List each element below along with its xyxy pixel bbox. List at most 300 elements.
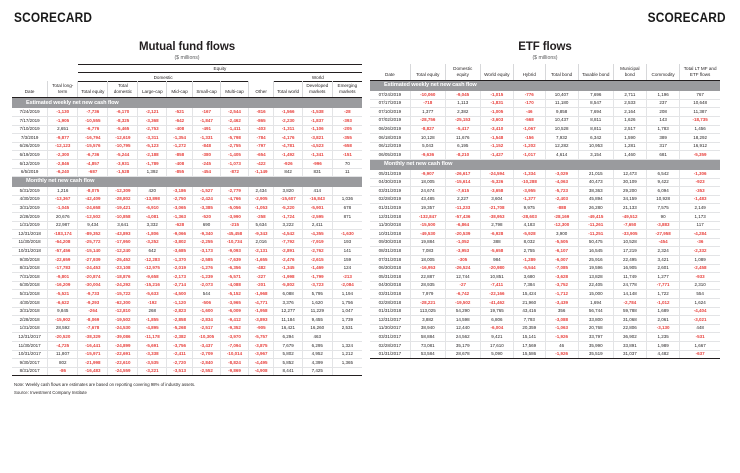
table-row: [370, 350, 720, 359]
table-row: [370, 238, 720, 247]
row-value: -3,535: [138, 359, 167, 368]
row-value: -3,970: [221, 333, 249, 342]
row-value: -3,065: [167, 204, 193, 213]
row-value: -3,221: [138, 367, 167, 376]
row-value: -637: [680, 350, 720, 359]
row-value: -3,173: [193, 247, 221, 256]
row-value: -49,415: [578, 213, 613, 222]
row-value: -933: [680, 273, 720, 282]
row-value: -20,980: [480, 264, 513, 273]
row-value: 70: [332, 159, 362, 168]
row-value: -1,411: [221, 125, 249, 134]
row-value: -1,655: [249, 256, 274, 265]
row-value: 7,083: [410, 247, 445, 256]
row-value: -3,628: [545, 273, 578, 282]
row-value: -2,403: [545, 195, 578, 204]
row-value: -3,439: [545, 299, 578, 308]
row-date: 06/12/2019: [370, 142, 410, 151]
row-value: -4,063: [545, 178, 578, 187]
row-value: -3,385: [193, 204, 221, 213]
row-value: -6,928: [480, 230, 513, 239]
row-value: -16,441: [78, 342, 108, 351]
row-value: -10,305: [193, 333, 221, 342]
row-date: 10/31/2018: [370, 230, 410, 239]
row-value: -18,735: [680, 116, 720, 125]
row-value: 4,183: [514, 221, 546, 230]
row-value: 1,689: [647, 307, 680, 316]
row-value: 35,179: [445, 341, 480, 350]
row-value: -1,926: [545, 333, 578, 342]
row-value: -1,130: [48, 108, 78, 116]
row-value: 3,641: [108, 221, 138, 230]
row-value: -454: [193, 168, 221, 177]
row-value: 12,744: [445, 273, 480, 282]
etf-section-header: [370, 159, 720, 170]
row-value: 1,235: [647, 333, 680, 342]
row-date: 2/28/2019: [12, 213, 48, 222]
row-value: -5,928: [514, 230, 546, 239]
table-row: [370, 256, 720, 265]
mutual-col-7: Multi-cap: [221, 81, 249, 97]
row-value: -3,021: [680, 316, 720, 325]
row-value: 1,089: [680, 256, 720, 265]
row-value: 3,604: [480, 195, 513, 204]
row-value: 7,425: [302, 367, 332, 376]
row-value: -658: [332, 142, 362, 151]
row-value: 10,437: [545, 116, 578, 125]
row-value: 414: [302, 187, 332, 195]
row-value: -1,017: [514, 151, 546, 160]
row-value: -1,837: [302, 117, 332, 126]
row-value: -7,650: [613, 221, 646, 230]
row-value: -1,012: [647, 299, 680, 308]
row-value: -23,108: [108, 264, 138, 273]
row-value: -1,045: [48, 204, 78, 213]
group-domestic: Domestic: [78, 73, 249, 81]
row-value: -5,326: [480, 178, 513, 187]
row-date: 12/31/2017: [12, 333, 48, 342]
row-value: -2,823: [167, 307, 193, 316]
etf-section-label: Monthly net new cash flow: [370, 159, 720, 170]
row-value: 1,277: [647, 273, 680, 282]
row-value: -5,268: [167, 324, 193, 333]
row-value: -1,548: [480, 134, 513, 143]
table-row: [370, 125, 720, 134]
row-value: -25,153: [445, 116, 480, 125]
row-value: -3,130: [647, 324, 680, 333]
row-date: 6/26/2019: [12, 142, 48, 151]
table-row: [12, 134, 362, 143]
row-value: -1,152: [480, 142, 513, 151]
mutual-col-2: Total equity: [78, 81, 108, 97]
row-value: -1,905: [48, 117, 78, 126]
row-value: 20,359: [514, 324, 546, 333]
etf-col-8: Commodity: [647, 64, 680, 80]
row-value: -20,539: [445, 230, 480, 239]
row-value: -1,998: [274, 273, 303, 282]
row-value: -5,901: [302, 204, 332, 213]
row-date: 1/31/2018: [12, 324, 48, 333]
row-value: -3,802: [167, 238, 193, 247]
row-value: -57,436: [445, 213, 480, 222]
row-value: 1,365: [332, 359, 362, 368]
row-value: -132,847: [410, 213, 445, 222]
row-value: -2,458: [680, 264, 720, 273]
row-value: 8,032: [514, 238, 546, 247]
row-value: 10,851: [480, 273, 513, 282]
mutual-fund-subtitle: ($ millions): [174, 55, 200, 61]
row-value: -3,883: [647, 221, 680, 230]
row-value: -15,500: [410, 221, 445, 230]
row-date: 03/31/2018: [370, 290, 410, 299]
row-value: -1,600: [193, 307, 221, 316]
row-value: -1,469: [302, 264, 332, 273]
row-value: -28: [332, 108, 362, 116]
etf-col-3: World equity: [480, 64, 513, 80]
row-value: -12,283: [138, 256, 167, 265]
row-value: -4,725: [48, 342, 78, 351]
row-value: -8,069: [78, 316, 108, 325]
row-value: 8,547: [578, 99, 613, 108]
row-value: -2,131: [249, 247, 274, 256]
row-value: 237: [647, 99, 680, 108]
table-row: [370, 299, 720, 308]
row-value: -170: [514, 99, 546, 108]
row-value: -865: [249, 117, 274, 126]
row-value: -9,093: [221, 247, 249, 256]
row-value: -43,893: [108, 230, 138, 239]
row-value: 9,975: [514, 204, 546, 213]
footer-source: Source: Investment Company Institute: [14, 389, 87, 395]
row-value: -996: [302, 159, 332, 168]
row-value: 554: [680, 290, 720, 299]
table-row: [12, 281, 362, 290]
row-value: -4,500: [167, 290, 193, 299]
row-value: -3,893: [249, 316, 274, 325]
row-value: -2,476: [274, 256, 303, 265]
row-value: -2,762: [302, 247, 332, 256]
row-value: 28,678: [445, 350, 480, 359]
row-value: -355: [332, 134, 362, 143]
row-value: 6,294: [274, 333, 303, 342]
row-value: -3,410: [480, 125, 513, 134]
row-value: -28,756: [410, 116, 445, 125]
mutual-col-9: Total world: [274, 81, 303, 97]
row-value: -5,465: [108, 125, 138, 134]
row-value: -1,483: [680, 195, 720, 204]
row-value: -6,736: [78, 151, 108, 160]
row-value: 9,455: [302, 316, 332, 325]
row-value: -5,798: [221, 134, 249, 143]
row-value: 681: [647, 151, 680, 160]
row-value: -45,458: [221, 230, 249, 239]
row-value: -687: [78, 168, 108, 177]
etf-col-5: Total bond: [545, 64, 578, 80]
row-value: -17,950: [108, 238, 138, 247]
row-value: -1,492: [274, 151, 303, 160]
row-value: 3,154: [578, 151, 613, 160]
row-value: 159: [332, 256, 362, 265]
row-value: -1,311: [274, 125, 303, 134]
group-world: World: [274, 73, 362, 81]
row-value: 268: [138, 307, 167, 316]
row-value: -11,251: [578, 230, 613, 239]
row-date: 3/31/2018: [12, 307, 48, 316]
table-row: [12, 273, 362, 282]
row-value: -718: [410, 99, 445, 108]
row-value: 11,229: [302, 307, 332, 316]
row-value: -6,864: [445, 221, 480, 230]
row-value: -2,709: [193, 350, 221, 359]
row-value: -2,173: [167, 273, 193, 282]
table-row: [12, 290, 362, 299]
row-value: 7,979: [410, 290, 445, 299]
row-value: 19,765: [480, 307, 513, 316]
table-row: [12, 247, 362, 256]
row-value: 58,884: [410, 333, 445, 342]
row-value: -12,975: [138, 264, 167, 273]
table-row: [12, 151, 362, 160]
row-date: 04/30/2018: [370, 281, 410, 290]
row-value: 1,739: [332, 316, 362, 325]
row-value: -380: [193, 151, 221, 160]
row-value: -2,779: [221, 187, 249, 195]
row-value: -7,771: [647, 281, 680, 290]
row-value: -5,359: [680, 151, 720, 160]
row-value: -8,827: [410, 125, 445, 134]
row-value: -491: [193, 125, 221, 134]
row-value: -4,523: [302, 142, 332, 151]
row-value: -1,345: [274, 264, 303, 273]
row-value: -1,566: [274, 108, 303, 116]
row-value: -1,630: [332, 230, 362, 239]
row-value: 2,310: [680, 281, 720, 290]
table-row: [12, 213, 362, 222]
row-value: 4,399: [302, 359, 332, 368]
row-value: -10,014: [221, 350, 249, 359]
row-value: -3,311: [138, 134, 167, 143]
row-value: -654: [249, 151, 274, 160]
row-value: 11,749: [613, 273, 646, 282]
row-date: 1/31/2019: [12, 221, 48, 230]
row-value: 842: [274, 168, 303, 177]
row-date: 5/31/2018: [12, 290, 48, 299]
etf-title: ETF flows: [518, 41, 572, 53]
row-value: 3,680: [514, 273, 546, 282]
mutual-fund-body: [12, 98, 362, 376]
row-value: -3,029: [545, 170, 578, 178]
row-value: 10,928: [647, 195, 680, 204]
row-value: -21,998: [78, 359, 108, 368]
row-value: -2,332: [680, 247, 720, 256]
row-value: 2,711: [613, 91, 646, 99]
row-value: -1,272: [167, 142, 193, 151]
etf-section-label: Estimated weekly net new cash flow: [370, 80, 720, 91]
row-value: 19,357: [410, 204, 445, 213]
row-value: -24,594: [480, 170, 513, 178]
row-value: -1,306: [680, 170, 720, 178]
row-value: -2,544: [221, 108, 249, 116]
row-value: 7,696: [578, 91, 613, 99]
row-value: -19,502: [445, 299, 480, 308]
row-value: -9,293: [78, 299, 108, 308]
row-date: 06/18/2019: [370, 134, 410, 143]
row-value: 4,482: [647, 350, 680, 359]
row-value: 6,342: [578, 134, 613, 143]
row-value: -5,723: [545, 187, 578, 196]
row-value: 17,610: [480, 341, 513, 350]
row-value: 984: [480, 256, 513, 265]
table-row: [370, 116, 720, 125]
row-value: -5,633: [138, 290, 167, 299]
row-value: -8,075: [78, 187, 108, 195]
row-value: -5,571: [221, 273, 249, 282]
row-value: -201: [249, 281, 274, 290]
row-value: 9,421: [480, 333, 513, 342]
row-value: -6,170: [108, 108, 138, 116]
row-value: -1,334: [514, 170, 546, 178]
row-value: -2,084: [332, 281, 362, 290]
row-value: -784: [249, 134, 274, 143]
row-value: 16,260: [302, 324, 332, 333]
row-value: -1,831: [480, 99, 513, 108]
row-value: 1,212: [332, 350, 362, 359]
row-value: 10,407: [545, 91, 578, 99]
footer-notes: [0, 376, 740, 396]
row-value: 35,990: [578, 341, 613, 350]
row-value: 24,778: [613, 281, 646, 290]
row-value: -3,368: [138, 117, 167, 126]
row-date: 11/30/2018: [12, 238, 48, 247]
row-value: 1,194: [332, 290, 362, 299]
table-row: [12, 230, 362, 239]
row-value: 6,088: [274, 290, 303, 299]
row-value: -9,636: [410, 151, 445, 160]
row-value: -858: [167, 151, 193, 160]
row-value: 389: [647, 134, 680, 143]
row-value: -2,615: [302, 256, 332, 265]
row-value: -9,352: [221, 324, 249, 333]
row-value: 767: [680, 91, 720, 99]
row-value: -6,007: [545, 256, 578, 265]
row-value: 18,005: [410, 256, 445, 265]
row-value: -1,968: [249, 290, 274, 299]
row-value: -16,953: [410, 264, 445, 273]
row-value: 15,424: [514, 290, 546, 299]
row-value: -1,363: [167, 213, 193, 222]
row-value: -2,750: [167, 195, 193, 204]
row-value: 7,793: [514, 316, 546, 325]
row-value: 43,416: [514, 307, 546, 316]
row-value: 10,953: [578, 142, 613, 151]
row-value: -27,958: [647, 230, 680, 239]
table-row: [370, 108, 720, 117]
row-date: 06/05/2019: [370, 151, 410, 160]
table-row: [12, 307, 362, 316]
row-value: -482: [249, 264, 274, 273]
row-value: -7,615: [445, 187, 480, 196]
row-value: -16,483: [78, 367, 108, 376]
row-value: 35,519: [578, 350, 613, 359]
row-value: 1,216: [48, 187, 78, 195]
row-value: 21,960: [514, 299, 546, 308]
row-value: -205: [332, 125, 362, 134]
row-value: -24,292: [108, 281, 138, 290]
row-value: 34,159: [613, 195, 646, 204]
row-date: 04/30/2019: [370, 178, 410, 187]
row-value: -454: [647, 238, 680, 247]
row-value: -151: [332, 151, 362, 160]
row-value: -42,409: [78, 195, 108, 204]
row-value: -3,437: [193, 342, 221, 351]
row-value: -1,724: [274, 213, 303, 222]
mutual-col-5: Mid-cap: [167, 81, 193, 97]
row-value: 3,332: [138, 221, 167, 230]
row-value: 2,531: [332, 324, 362, 333]
row-value: -26,617: [445, 170, 480, 178]
mutual-column-headers: [12, 81, 362, 97]
table-row: [370, 307, 720, 316]
row-value: 30,109: [613, 178, 646, 187]
row-value: -3,603: [480, 116, 513, 125]
row-value: 9,845: [48, 307, 78, 316]
row-value: -64,208: [48, 238, 78, 247]
row-value: -1,073: [221, 159, 249, 168]
row-value: -2,230: [274, 117, 303, 126]
row-value: 33,797: [578, 333, 613, 342]
row-value: 141: [332, 247, 362, 256]
row-value: 7,932: [545, 134, 578, 143]
row-value: 54,290: [445, 307, 480, 316]
row-value: -531: [680, 333, 720, 342]
row-value: -1,149: [249, 168, 274, 177]
table-row: [12, 221, 362, 230]
row-value: -22,659: [48, 256, 78, 265]
row-value: [332, 187, 362, 195]
row-value: -28,169: [545, 213, 578, 222]
row-value: -24,899: [108, 342, 138, 351]
row-date: 11/30/2017: [12, 342, 48, 351]
mutual-fund-title: Mutual fund flows: [138, 41, 236, 53]
row-value: -4,176: [274, 134, 303, 143]
row-value: -2,784: [613, 299, 646, 308]
table-row: [370, 187, 720, 196]
row-value: -9,658: [138, 273, 167, 282]
row-value: 19,884: [410, 238, 445, 247]
row-date: 05/31/2019: [370, 170, 410, 178]
row-value: 642: [138, 247, 167, 256]
row-value: 8,441: [274, 367, 303, 376]
row-value: 8,811: [578, 125, 613, 134]
table-row: [370, 281, 720, 290]
row-value: -2,121: [138, 108, 167, 116]
row-value: 15,141: [514, 333, 546, 342]
row-value: 43,485: [410, 195, 445, 204]
row-value: -1,063: [545, 324, 578, 333]
row-value: 3,882: [410, 316, 445, 325]
row-value: 15,000: [578, 290, 613, 299]
row-value: 3,376: [274, 299, 303, 308]
row-value: -4,495: [249, 359, 274, 368]
table-row: [12, 316, 362, 325]
row-value: -5,757: [249, 333, 274, 342]
row-value: -7,919: [302, 238, 332, 247]
row-date: 06/26/2019: [370, 125, 410, 134]
row-value: -642: [167, 117, 193, 126]
row-value: -10,795: [108, 142, 138, 151]
row-date: 07/17/2019: [370, 99, 410, 108]
row-value: -1,202: [514, 142, 546, 151]
